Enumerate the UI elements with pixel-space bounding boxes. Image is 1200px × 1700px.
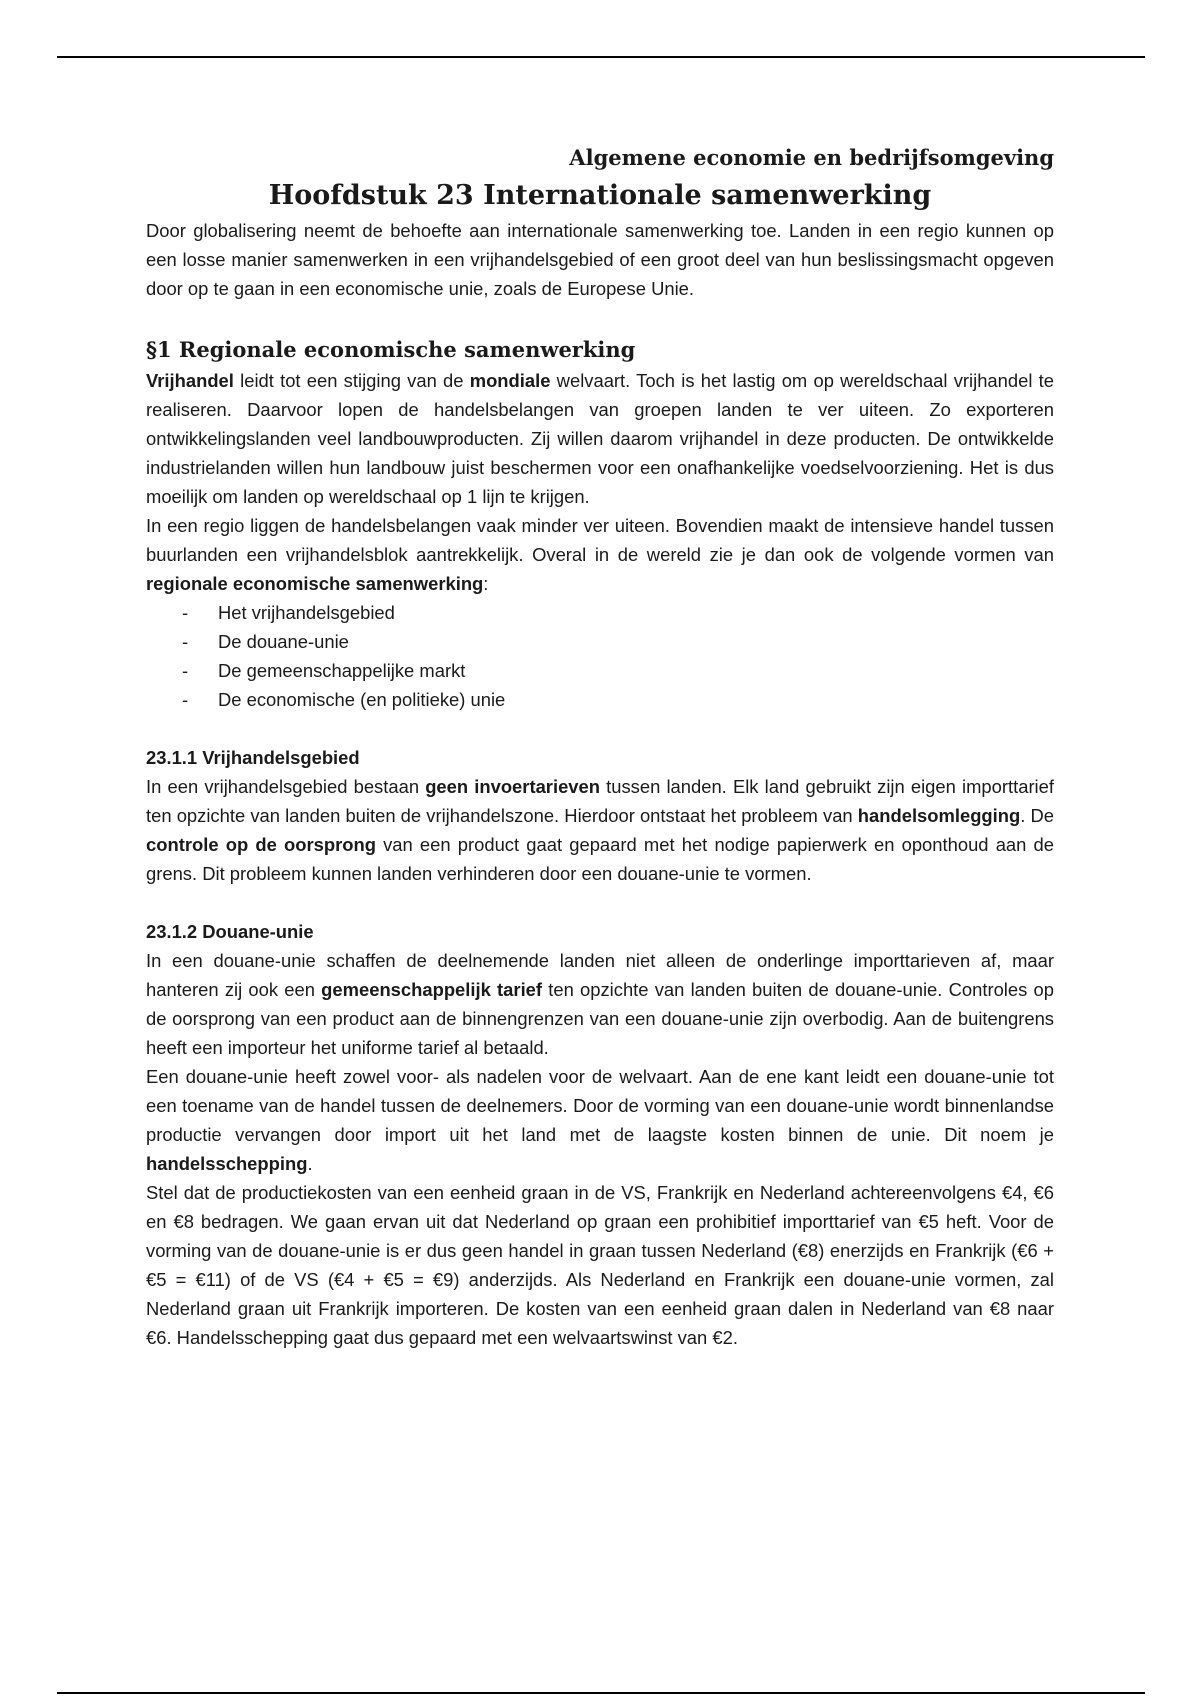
list-item: - Het vrijhandelsgebied <box>182 602 395 623</box>
list-item: - De douane-unie <box>182 631 349 652</box>
section-paragraph-2: In een regio liggen de handelsbelangen vaak minder ver uiteen. Bovendien maakt de intensieve handel tussen buurlanden een vrijhandelsblok aantrekkelijk. Overal in de wereld zie je dan ook de volgende vormen van regionale economische samenwerking: <box>146 515 1054 594</box>
bottom-rule <box>57 1692 1145 1694</box>
douane-unie-paragraph-1: In een douane-unie schaffen de deelnemende landen niet alleen de onderlinge importtarieven af, maar hanteren zij ook een gemeenschappelijk tarief ten opzichte van landen buiten de douane-unie. Controles op de oorsprong van een product aan de binnengrenzen van een douane-unie zijn overbodig. Aan de buitengrens heeft een importeur het uniforme tarief al betaald. <box>146 950 1054 1058</box>
section-title: §1 Regionale economische samenwerking <box>146 337 636 362</box>
term-gemeenschappelijk-tarief: gemeenschappelijk tarief <box>321 979 543 1000</box>
douane-unie-paragraph-3: Stel dat de productiekosten van een eenheid graan in de VS, Frankrijk en Nederland achtereenvolgens €4, €6 en €8 bedragen. We gaan ervan uit dat Nederland op graan een prohibitief importtarief van €5 heft. Voor de vorming van de douane-unie is er dus geen handel in graan tussen Nederland (€8) enerzijds en Frankrijk (€6 + €5 = €11) of de VS (€4 + €5 = €9) anderzijds. Als Nederland en Frankrijk een douane-unie vormen, zal Nederland graan uit Frankrijk importeren. De kosten van een eenheid graan dalen in Nederland van €8 naar €6. Handelsschepping gaat dus gepaard met een welvaartswinst van €2. <box>146 1182 1054 1348</box>
douane-unie-paragraph-2: Een douane-unie heeft zowel voor- als nadelen voor de welvaart. Aan de ene kant leidt een douane-unie tot een toename van de handel tussen de deelnemers. Door de vorming van een douane-unie wordt binnenlandse productie vervangen door import uit het land met de laagste kosten binnen de unie. Dit noem je handelsschepping. <box>146 1066 1054 1174</box>
chapter-title: Hoofdstuk 23 Internationale samenwerking <box>268 180 932 211</box>
term-mondiale: mondiale <box>469 370 551 391</box>
term-controle-oorsprong: controle op de oorsprong <box>146 834 376 855</box>
subsection-title-vrijhandelsgebied: 23.1.1 Vrijhandelsgebied <box>146 747 360 768</box>
term-vrijhandel: Vrijhandel <box>146 370 234 391</box>
cooperation-forms-list <box>146 598 1054 714</box>
section-paragraph-1: Vrijhandel leidt tot een stijging van de mondiale welvaart. Toch is het lastig om op wereldschaal vrijhandel te realiseren. Daarvoor lopen de handelsbelangen van groepen landen te ver uiteen. Zo exporteren ontwikkelingslanden veel landbouwproducten. Zij willen daarom vrijhandel in deze producten. De ontwikkelde industrielanden willen hun landbouw juist beschermen voor een onafhankelijke voedselvoorziening. Het is dus moeilijk om landen op wereldschaal op 1 lijn te krijgen. <box>146 370 1054 507</box>
term-geen-invoertarieven: geen invoertarieven <box>425 776 600 797</box>
document-page <box>146 140 1054 1352</box>
term-regionale-samenwerking: regionale economische samenwerking <box>146 573 484 594</box>
list-item: - De economische (en politieke) unie <box>182 689 506 710</box>
top-rule <box>57 56 1145 58</box>
intro-paragraph: Door globalisering neemt de behoefte aan internationale samenwerking toe. Landen in een regio kunnen op een losse manier samenwerken in een vrijhandelsgebied of een groot deel van hun beslissingsmacht opgeven door op te gaan in een economische unie, zoals de Europese Unie. <box>146 220 1054 299</box>
list-item: - De gemeenschappelijke markt <box>182 660 466 681</box>
subsection-title-douane-unie: 23.1.2 Douane-unie <box>146 921 314 942</box>
term-handelsomlegging: handelsomlegging <box>857 805 1021 826</box>
vrijhandelsgebied-paragraph: In een vrijhandelsgebied bestaan geen invoertarieven tussen landen. Elk land gebruikt zijn eigen importtarief ten opzichte van landen buiten de vrijhandelszone. Hierdoor ontstaat het probleem van handelsomlegging. De controle op de oorsprong van een product gaat gepaard met het nodige papierwerk en oponthoud aan de grens. Dit probleem kunnen landen verhinderen door een douane-unie te vormen. <box>146 776 1055 884</box>
course-subject: Algemene economie en bedrijfsomgeving <box>569 145 1054 170</box>
term-handelsschepping: handelsschepping <box>146 1153 308 1174</box>
